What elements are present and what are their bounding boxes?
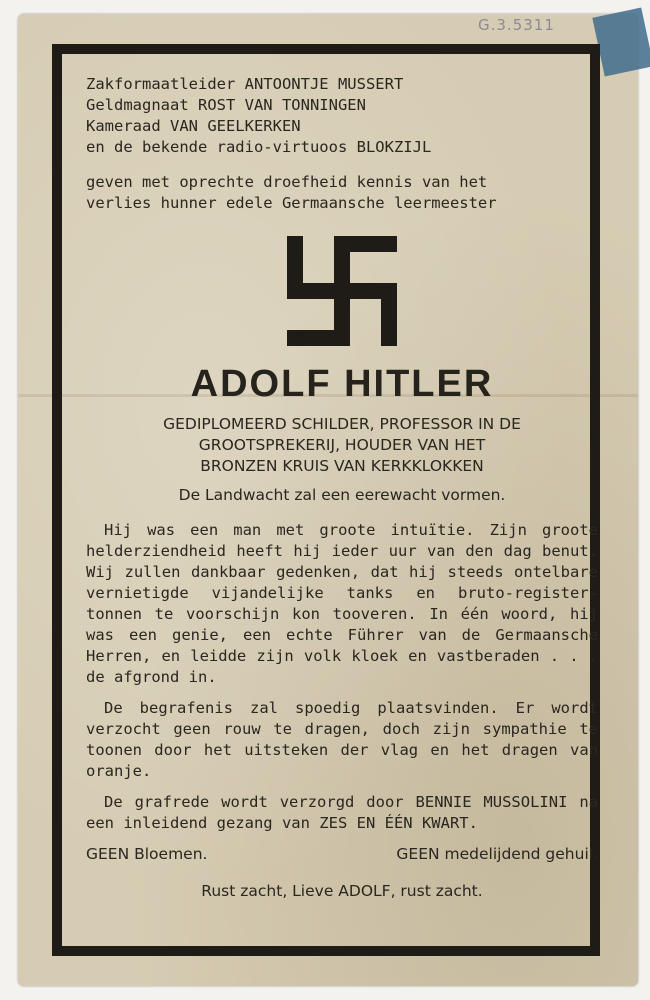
title-line: GROOTSPREKERIJ, HOUDER VAN HET (198, 436, 486, 454)
title-line: BRONZEN KRUIS VAN KERKKLOKKEN (200, 457, 484, 475)
footer-row (86, 844, 598, 865)
deceased-name: ADOLF HITLER (190, 363, 494, 405)
no-flowers-text: GEEN Bloemen. (86, 845, 208, 863)
title-line: GEDIPLOMEERD SCHILDER, PROFESSOR IN DE (163, 415, 521, 433)
notice-block (86, 172, 598, 214)
honor-guard-line: De Landwacht zal een eerewacht vormen. (178, 486, 506, 504)
header-line: Kameraad VAN GEELKERKEN (86, 117, 301, 135)
notice-line: verlies hunner edele Germaansche leermeester (86, 194, 497, 212)
closing-line: Rust zacht, Lieve ADOLF, rust zacht. (201, 881, 483, 900)
titles-block (86, 414, 598, 477)
header-line: en de bekende radio-virtuoos BLOKZIJL (86, 138, 432, 156)
card-content (86, 74, 598, 917)
oration-paragraph: De grafrede wordt verzorgd door BENNIE MUSSOLINI na een inleidend gezang van ZES EN ÉÉN KWART. (86, 793, 598, 832)
swastika-icon (287, 236, 397, 346)
archive-number: G.3.5311 (478, 16, 555, 34)
no-wailing-text: GEEN medelijdend gehuil. (396, 845, 598, 863)
header-block (86, 74, 598, 158)
header-line: Zakformaatleider ANTOONTJE MUSSERT (86, 75, 404, 93)
funeral-paragraph: De begrafenis zal spoedig plaatsvinden. Er wordt verzocht geen rouw te dragen, doch zijn sympathie te toonen door het uitsteken der vlag en het dragen van oranje. (86, 699, 598, 780)
notice-line: geven met oprechte droefheid kennis van het (86, 173, 488, 191)
eulogy-paragraph: Hij was een man met groote intuïtie. Zijn groote helderziendheid heeft hij ieder uur van den dag benut. Wij zullen dankbaar gedenken, dat hij steeds ontelbare vernietigde vijandelijke tanks en bruto-register-tonnen te voorschijn kon tooveren. In één woord, hij was een genie, een echte Führer van de Germaansche Herren, en leidde zijn volk kloek en vastberaden . . . de afgrond in. (86, 521, 598, 686)
header-line: Geldmagnaat ROST VAN TONNINGEN (86, 96, 366, 114)
